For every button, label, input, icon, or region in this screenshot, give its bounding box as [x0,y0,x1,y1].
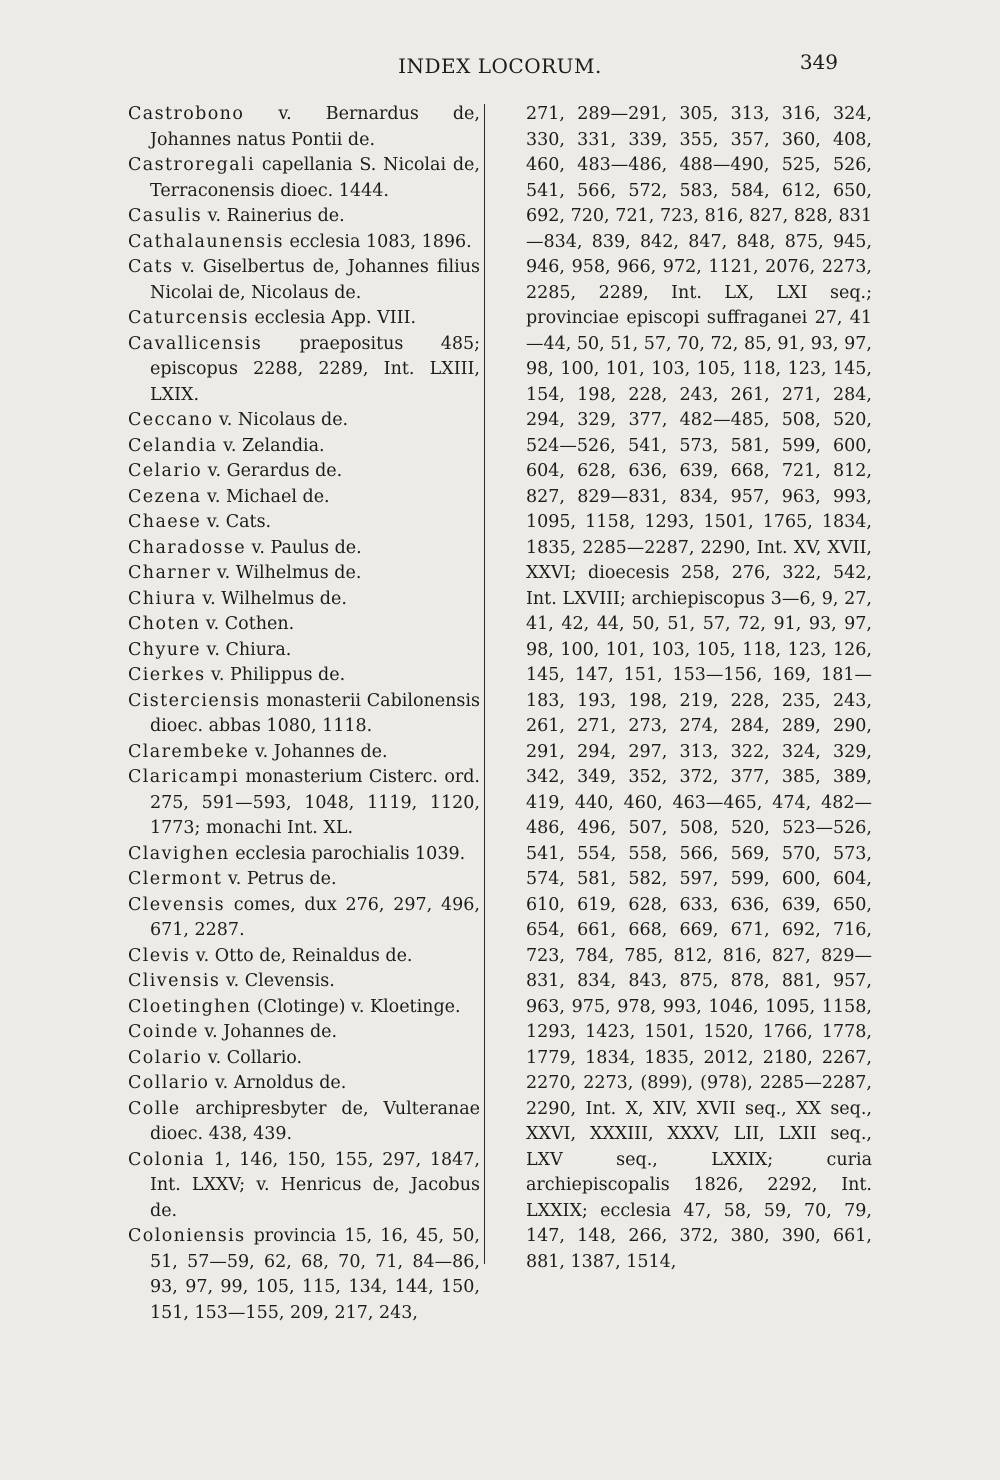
index-entry [128,510,480,536]
index-entry [128,995,480,1021]
entry-lemma: Cloetinghen [128,996,252,1017]
entry-text: ecclesia parochialis 1039. [235,843,466,864]
index-entry [128,332,480,409]
entry-lemma: Cierkes [128,665,206,685]
entry-lemma: Choten [128,614,201,634]
entry-lemma: Cisterciensis [128,690,261,711]
index-entry [128,612,480,638]
index-entry [128,1046,480,1072]
entry-lemma: Cezena [128,486,202,507]
right-column [526,102,872,1275]
entry-text: v. Wilhelmus de. [216,563,362,583]
entry-text: 1, 146, 150, 155, 297, 1847, Int. LXXV; v. Henricus de, Jacobus de. [150,1149,480,1221]
index-entry [128,893,480,944]
index-entry [128,689,480,740]
index-entry [128,306,480,332]
entry-lemma: Coinde [128,1022,199,1042]
entry-text: v. Arnoldus de. [214,1073,347,1093]
entry-lemma: Cats [128,257,174,277]
entry-text: v. Zelandia. [223,435,325,456]
index-entry [128,1071,480,1097]
entry-lemma: Chyure [128,639,201,660]
entry-lemma: Claricampi [128,767,240,787]
entry-lemma: Chaese [128,512,202,532]
entry-text: v. Chiura. [206,639,292,660]
entry-text: v. Nicolaus de. [218,410,349,430]
entry-lemma: Celandia [128,435,218,456]
entry-text: ecclesia App. VIII. [254,308,417,328]
entry-lemma: Clevensis [128,894,226,915]
entry-text: v. Paulus de. [251,537,362,558]
page-number: 349 [799,50,838,74]
entry-text: v. Wilhelmus de. [202,588,347,609]
index-entry [128,459,480,485]
index-entry [128,969,480,995]
entry-text: v. Rainerius de. [207,206,345,226]
index-entry [128,1020,480,1046]
entry-lemma: Collario [128,1073,210,1093]
entry-text: v. Petrus de. [227,869,337,889]
entry-text: v. Johannes de. [254,741,388,762]
entry-text: monasterii Cabilonensis dioec. abbas 1080, 1118. [150,690,480,736]
entry-text: monasterium Cisterc. ord. 275, 591—593, 1048, 1119, 1120, 1773; monachi Int. XL. [150,767,480,838]
index-entry [128,408,480,434]
entry-text: v. Bernardus de, Johannes natus Pontii de. [150,104,480,150]
index-entry [128,536,480,562]
index-entry [128,204,480,230]
index-entry [128,1224,480,1326]
entry-text: v. Johannes de. [204,1022,338,1042]
running-title: INDEX LOCORUM. [398,54,602,78]
entry-text: v. Collario. [207,1047,303,1068]
entry-lemma: Charner [128,563,212,583]
index-entry [128,230,480,256]
entry-text: praepositus 485; episcopus 2288, 2289, Int. LXIII, LXIX. [150,333,480,405]
entry-lemma: Clermont [128,869,223,889]
entry-lemma: Cathalaunensis [128,231,284,252]
entry-text: comes, dux 276, 297, 496, 671, 2287. [150,894,480,940]
entry-text: (Clotinge) v. Kloetinge. [256,996,461,1017]
entry-lemma: Colario [128,1047,203,1068]
index-entry [128,740,480,766]
entry-lemma: Casulis [128,206,203,226]
continuation-text: 271, 289—291, 305, 313, 316, 324, 330, 331, 339, 355, 357, 360, 408, 460, 483—486, 488—490, 525, 526, 541, 566, 572, 583, 584, 612, 650, 692, 720, 721, 723, 816, 827, 828, 831—834, 839, 842, 847, 848, 875, 945, 946, 958, 966, 972, 1121, 2076, 2273, 2285, 2289, Int. LX, LXI seq.; provinciae episcopi suffraganei 27, 41—44, 50, 51, 57, 70, 72, 85, 91, 93, 97, 98, 100, 101, 103, 105, 118, 123, 145, 154, 198, 228, 243, 261, 271, 284, 294, 329, 377, 482—485, 508, 520, 524—526, 541, 573, 581, 599, 600, 604, 628, 636, 639, 668, 721, 812, 827, 829—831, 834, 957, 963, 993, 1095, 1158, 1293, 1501, 1765, 1834, 1835, 2285—2287, 2290, Int. XV, XVII, XXVI; dioecesis 258, 276, 322, 542, Int. LXVIII; archiepiscopus 3—6, 9, 27, 41, 42, 44, 50, 51, 57, 72, 91, 93, 97, 98, 100, 101, 103, 105, 118, 123, 126, 145, 147, 151, 153—156, 169, 181—183, 193, 198, 219, 228, 235, 243, 261, 271, 273, 274, 284, 289, 290, 291, 294, 297, 313, 322, 324, 329, 342, 349, 352, 372, 377, 385, 389, 419, 440, 460, 463—465, 474, 482—486, 496, 507, 508, 520, 523—526, 541, 554, 558, 566, 569, 570, 573, 574, 581, 582, 597, 599, 600, 604, 610, 619, 628, 633, 636, 639, 650, 654, 661, 668, 669, 671, 692, 716, 723, 784, 785, 812, 816, 827, 829—831, 834, 843, 875, 878, 881, 957, 963, 975, 978, 993, 1046, 1095, 1158, 1293, 1423, 1501, 1520, 1766, 1778, 1779, 1834, 1835, 2012, 2180, 2267, 2270, 2273, (899), (978), 2285—2287, 2290, Int. X, XIV, XVII seq., XX seq., XXVI, XXXIII, XXXV, LII, LXII seq., LXV seq., LXXIX; curia archiepiscopalis 1826, 2292, Int. LXXIX; ecclesia 47, 58, 59, 70, 79, 147, 148, 266, 372, 380, 390, 661, 881, 1387, 1514, [526,104,872,1272]
index-entry [128,663,480,689]
entry-text: archipresbyter de, Vulteranae dioec. 438, 439. [150,1098,480,1144]
entry-lemma: Castroregali [128,155,256,175]
index-entry [128,867,480,893]
index-entry [128,944,480,970]
entry-lemma: Colle [128,1098,181,1119]
entry-text: capellania S. Nicolai de, Terraconensis dioec. 1444. [150,155,480,201]
index-entry [128,1148,480,1225]
entry-text: v. Cats. [206,512,272,532]
index-entry [128,638,480,664]
index-entry [128,842,480,868]
left-column [128,102,480,1326]
index-entry [128,434,480,460]
index-entry [128,255,480,306]
entry-lemma: Colonia [128,1149,206,1170]
entry-lemma: Clavighen [128,843,230,864]
entry-lemma: Coloniensis [128,1226,246,1246]
entry-text: v. Otto de, Reinaldus de. [195,945,413,966]
index-entry [128,587,480,613]
entry-text: v. Clevensis. [225,971,335,991]
entry-text: v. Giselbertus de, Johannes filius Nicolai de, Nicolaus de. [150,257,480,303]
entry-text: v. Philippus de. [211,665,346,685]
entry-text: provincia 15, 16, 45, 50, 51, 57—59, 62, 68, 70, 71, 84—86, 93, 97, 99, 105, 115, 134, 144, 150, 151, 153—155, 209, 217, 243, [150,1226,480,1323]
index-entry [128,153,480,204]
entry-text: v. Cothen. [205,614,295,634]
entry-lemma: Clevis [128,945,191,966]
entry-text: ecclesia 1083, 1896. [289,231,472,252]
entry-lemma: Ceccano [128,410,214,430]
entry-text: v. Michael de. [207,486,330,507]
entry-lemma: Clivensis [128,971,221,991]
entry-lemma: Clarembeke [128,741,250,762]
index-entry [128,561,480,587]
index-entry [128,102,480,153]
entry-lemma: Celario [128,461,203,481]
entry-lemma: Chiura [128,588,197,609]
entry-lemma: Caturcensis [128,308,249,328]
index-entry [128,1097,480,1148]
index-entry [128,765,480,842]
index-entry [128,485,480,511]
entry-text: v. Gerardus de. [207,461,343,481]
entry-lemma: Castrobono [128,104,245,124]
entry-lemma: Cavallicensis [128,333,263,354]
entry-lemma: Charadosse [128,537,246,558]
column-divider [484,104,485,1264]
